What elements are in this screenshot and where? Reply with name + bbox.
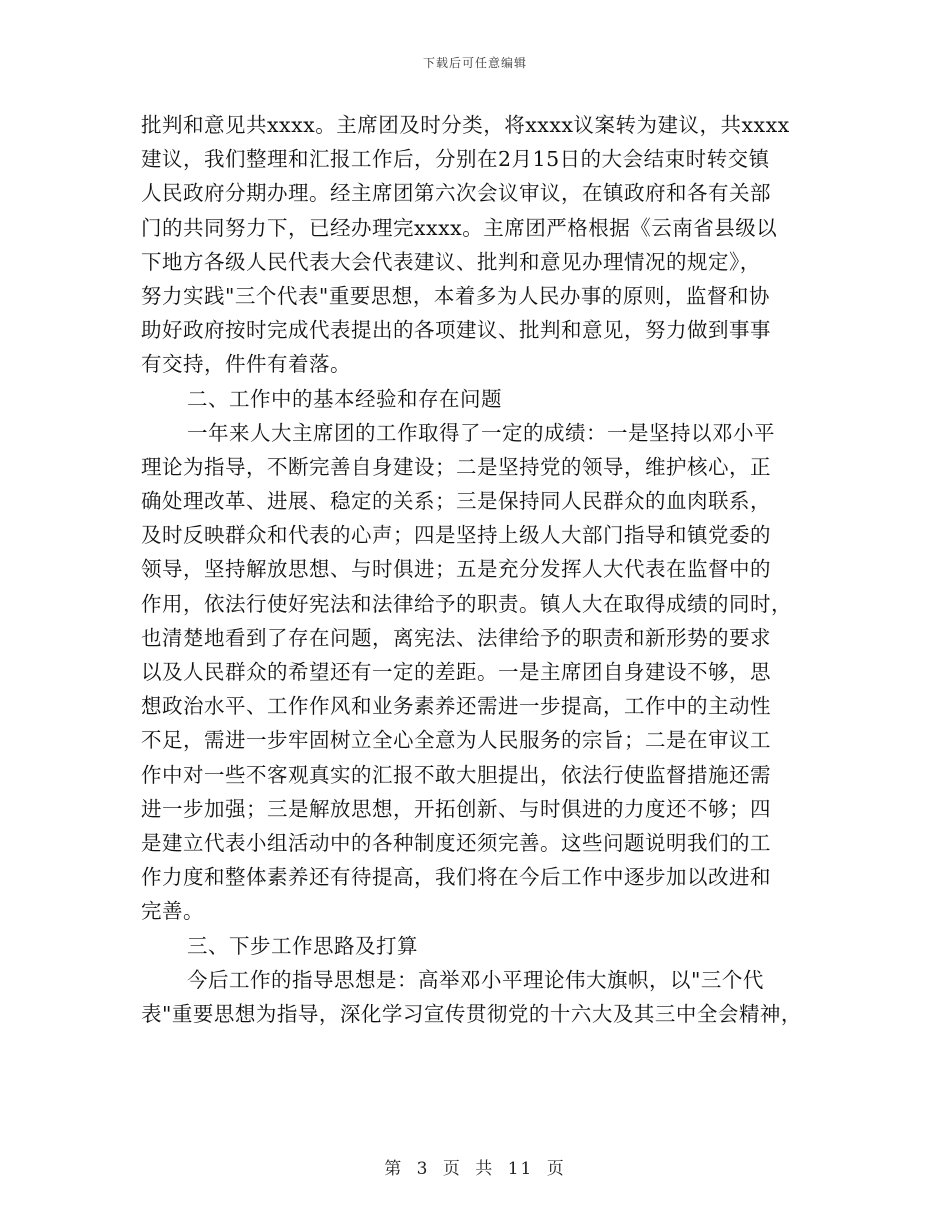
text-line: 作力度和整体素养还有待提高，我们将在今后工作中逐步加以改进和 — [141, 865, 771, 890]
text-line: 及时反映群众和代表的心声；四是坚持上级人大部门指导和镇党委的 — [141, 523, 771, 548]
section-heading: 二、工作中的基本经验和存在问题 — [187, 386, 502, 411]
text-line: 今后工作的指导思想是：高举邓小平理论伟大旗帜，以"三个代 — [187, 967, 764, 992]
text-line: 有交持，件件有着落。 — [141, 352, 351, 377]
text-line: 领导，坚持解放思想、与时俱进；五是充分发挥人大代表在监督中的 — [141, 557, 771, 582]
text-line: 批判和意见共xxxx。主席团及时分类，将xxxx议案转为建议，共xxxx — [141, 113, 790, 137]
text-line: 一年来人大主席团的工作取得了一定的成绩：一是坚持以邓小平 — [187, 420, 775, 445]
text-line: 确处理改革、进展、稳定的关系；三是保持同人民群众的血肉联系， — [141, 489, 771, 514]
text-line: 理论为指导，不断完善自身建设；二是坚持党的领导，维护核心，正 — [141, 454, 771, 479]
page-header: 下载后可任意编辑 — [422, 56, 527, 70]
text-line: 完善。 — [141, 899, 204, 924]
text-line: 想政治水平、工作作风和业务素养还需进一步提高，工作中的主动性 — [141, 694, 771, 719]
text-line: 建议，我们整理和汇报工作后，分别在2月15日的大会结束时转交镇 — [141, 147, 770, 172]
text-line: 以及人民群众的希望还有一定的差距。一是主席团自身建设不够，思 — [141, 660, 771, 684]
section-heading: 三、下步工作思路及打算 — [187, 933, 418, 958]
document-body — [141, 108, 813, 1031]
text-line: 不足，需进一步牢固树立全心全意为人民服务的宗旨；二是在审议工 — [141, 728, 771, 753]
text-line: 作用，依法行使好宪法和法律给予的职责。镇人大在取得成绩的同时， — [141, 591, 792, 616]
text-line: 进一步加强；三是解放思想，开拓创新、与时俱进的力度还不够；四 — [141, 796, 771, 821]
text-line: 下地方各级人民代表大会代表建议、批判和意见办理情况的规定》， — [141, 249, 761, 274]
text-line: 作中对一些不客观真实的汇报不敢大胆提出，依法行使监督措施还需 — [141, 762, 771, 787]
text-line: 是建立代表小组活动中的各种制度还须完善。这些问题说明我们的工 — [141, 830, 771, 855]
text-line: 助好政府按时完成代表提出的各项建议、批判和意见，努力做到事事 — [141, 318, 771, 343]
text-line: 表"重要思想为指导，深化学习宣传贯彻党的十六大及其三中全会精神， — [141, 1001, 802, 1026]
text-line: 也清楚地看到了存在问题，离宪法、法律给予的职责和新形势的要求 — [141, 625, 771, 650]
text-line: 努力实践"三个代表"重要思想，本着多为人民办事的原则，监督和协 — [141, 283, 770, 308]
text-line: 门的共同努力下，已经办理完xxxx。主席团严格根据《云南省县级以 — [141, 215, 778, 240]
page-footer: 第 3 页 共 11 页 — [384, 1159, 566, 1179]
text-line: 人民政府分期办理。经主席团第六次会议审议，在镇政府和各有关部 — [141, 181, 771, 206]
